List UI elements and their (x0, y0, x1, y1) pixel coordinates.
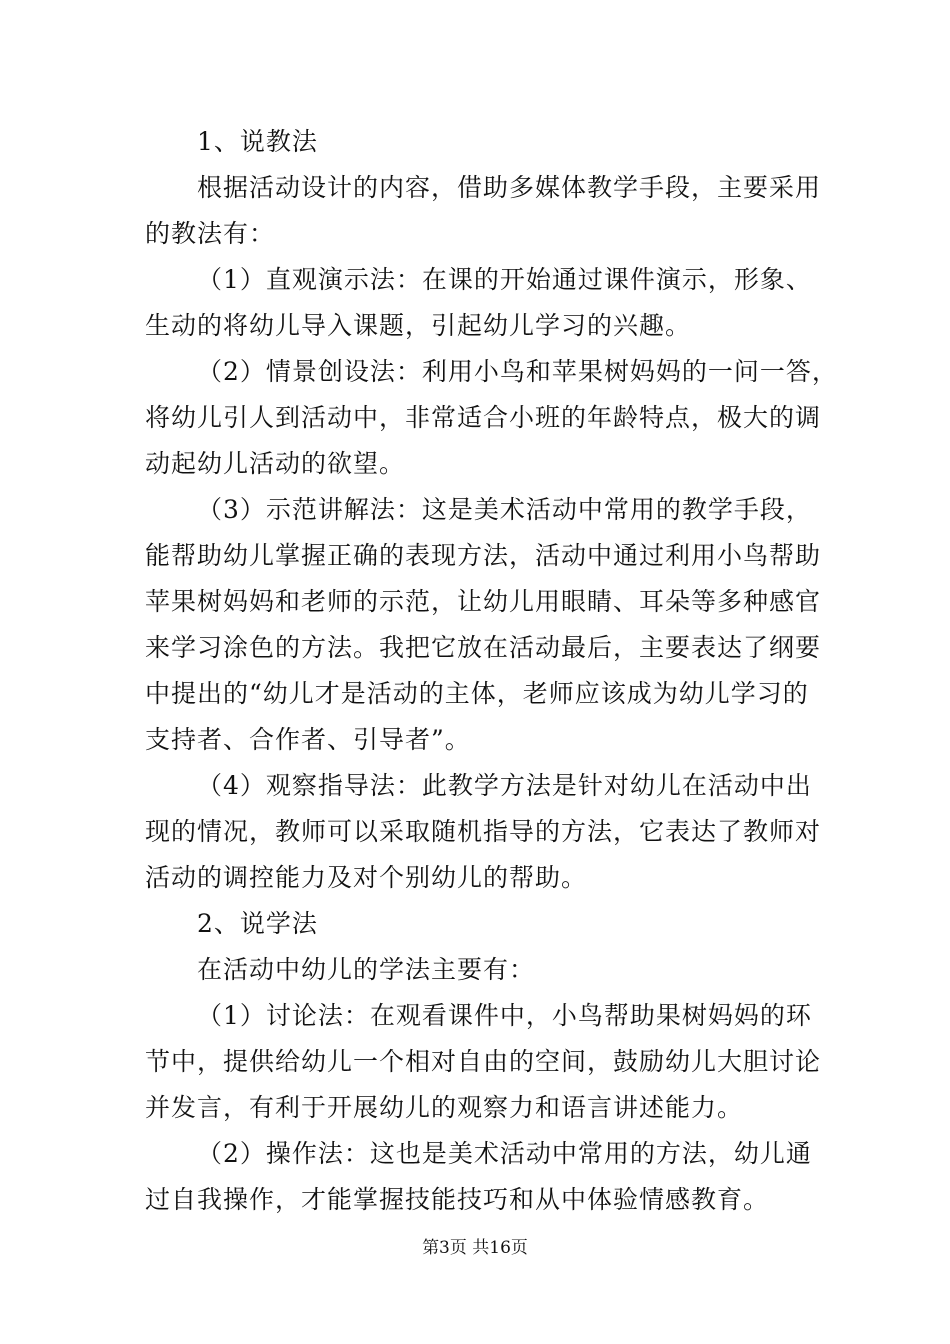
paragraph-line: 中提出的“幼儿才是活动的主体，老师应该成为幼儿学习的 (145, 679, 809, 708)
paragraph-line: 来学习涂色的方法。我把它放在活动最后，主要表达了纲要 (145, 633, 822, 662)
paragraph-line: （2）操作法：这也是美术活动中常用的方法，幼儿通 (197, 1139, 812, 1168)
paragraph-line: 活动的调控能力及对个别幼儿的帮助。 (145, 863, 588, 892)
paragraph-line: （1）讨论法：在观看课件中，小鸟帮助果树妈妈的环 (197, 1001, 812, 1030)
paragraph-line: 过自我操作，才能掌握技能技巧和从中体验情感教育。 (145, 1185, 770, 1214)
paragraph-line: 现的情况，教师可以采取随机指导的方法，它表达了教师对 (145, 817, 822, 846)
paragraph-line: 并发言，有利于开展幼儿的观察力和语言讲述能力。 (145, 1093, 744, 1122)
paragraph-line: 在活动中幼儿的学法主要有： (197, 955, 536, 984)
paragraph-line: （3）示范讲解法：这是美术活动中常用的教学手段， (197, 495, 812, 524)
paragraph-line: 苹果树妈妈和老师的示范，让幼儿用眼睛、耳朵等多种感官 (145, 587, 822, 616)
paragraph-line: 支持者、合作者、引导者”。 (145, 725, 471, 754)
heading-learning-methods: 2、说学法 (197, 909, 318, 938)
paragraph-line: 将幼儿引人到活动中，非常适合小班的年龄特点，极大的调 (145, 403, 822, 432)
paragraph-line: 能帮助幼儿掌握正确的表现方法，活动中通过利用小鸟帮助 (145, 541, 822, 570)
paragraph-line: （2）情景创设法：利用小鸟和苹果树妈妈的一问一答， (197, 357, 838, 386)
paragraph-line: （4）观察指导法：此教学方法是针对幼儿在活动中出 (197, 771, 812, 800)
heading-teaching-methods: 1、说教法 (197, 127, 318, 156)
page-number-footer: 第3页 共16页 (422, 1238, 528, 1258)
paragraph-line: （1）直观演示法：在课的开始通过课件演示，形象、 (197, 265, 812, 294)
paragraph-line: 节中，提供给幼儿一个相对自由的空间，鼓励幼儿大胆讨论 (145, 1047, 822, 1076)
paragraph-line: 的教法有： (145, 219, 276, 248)
paragraph-line: 生动的将幼儿导入课题，引起幼儿学习的兴趣。 (145, 311, 692, 340)
paragraph-line: 动起幼儿活动的欲望。 (145, 449, 406, 478)
paragraph-line: 根据活动设计的内容，借助多媒体教学手段，主要采用 (197, 173, 822, 202)
